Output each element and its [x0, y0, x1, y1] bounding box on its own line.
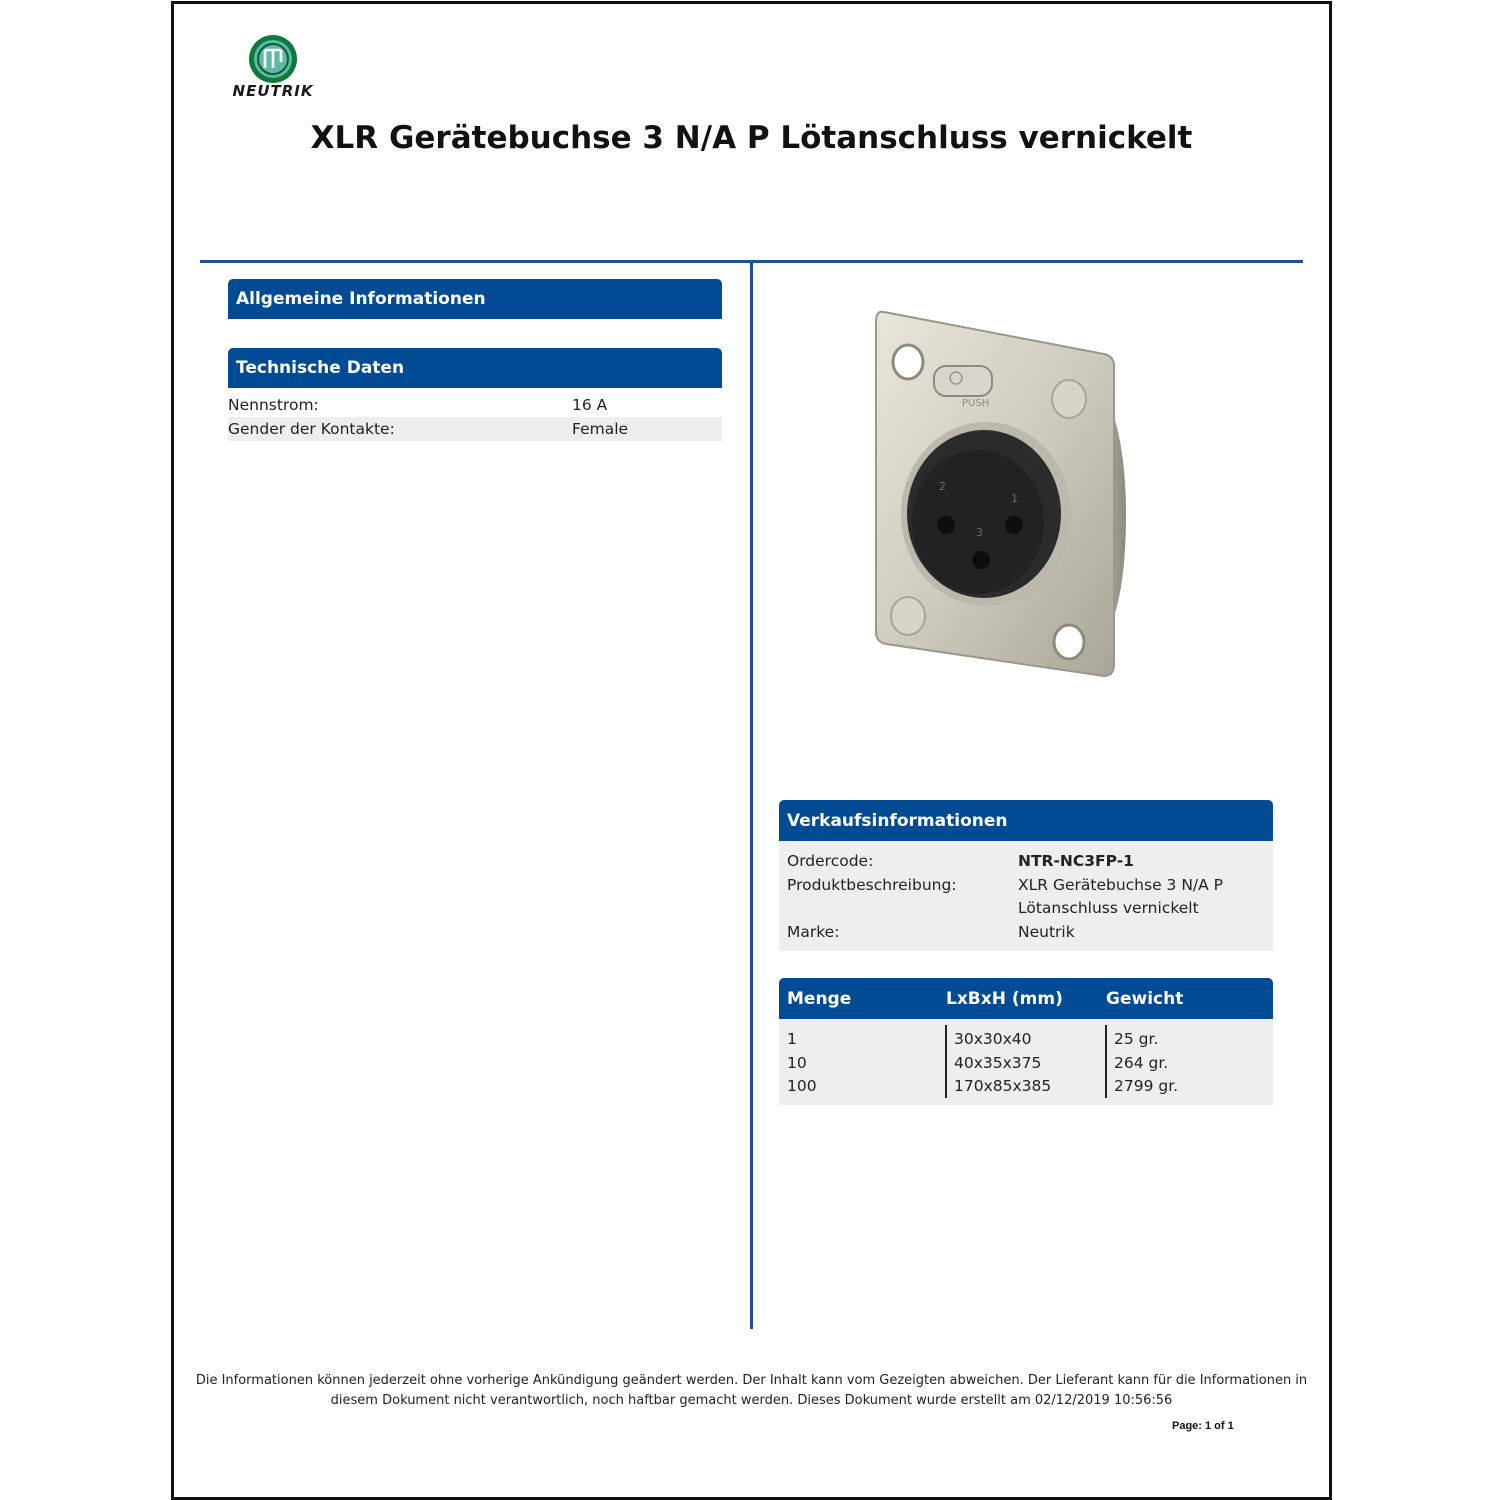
- disclaimer-line: Die Informationen können jederzeit ohne vorherige Ankündigung geändert werden. Der Inhalt kann vom Gezeigten abweichen. Der Lieferant kann für die Informationen in: [195, 1373, 1308, 1388]
- description-label: Produktbeschreibung:: [787, 876, 957, 894]
- neutrik-logo-mark: [202, 32, 352, 84]
- disclaimer: [194, 1371, 1309, 1411]
- table-cell: 25 gr.: [1114, 1030, 1159, 1048]
- table-cell: 100: [787, 1077, 817, 1095]
- disclaimer-line: diesem Dokument nicht verantwortlich, noch haftbar gemacht werden. Dieses Dokument wurde erstellt am 02/12/2019 10:56:56: [330, 1393, 1173, 1408]
- datasheet-page: [171, 1, 1332, 1500]
- column-header-dimensions: LxBxH (mm): [946, 989, 1063, 1009]
- tech-row-label: Nennstrom:: [228, 396, 319, 414]
- tech-row-label: Gender der Kontakte:: [228, 420, 395, 438]
- tech-data-header: Technische Daten: [228, 348, 722, 388]
- neutrik-logo: [202, 32, 352, 102]
- pin-label: 2: [939, 480, 946, 493]
- pin-label: 1: [1011, 492, 1018, 505]
- table-cell: 1: [787, 1030, 797, 1048]
- description-value-line: Lötanschluss vernickelt: [1018, 899, 1199, 917]
- column-header-gewicht: Gewicht: [1106, 989, 1184, 1009]
- column-header-menge: Menge: [787, 989, 852, 1009]
- pin-label: 3: [976, 526, 983, 539]
- table-cell: 170x85x385: [954, 1077, 1052, 1095]
- sales-info-header: Verkaufsinformationen: [779, 800, 1273, 841]
- description-value-line: XLR Gerätebuchse 3 N/A P: [1018, 876, 1224, 894]
- page-number: Page: 1 of 1: [1172, 1420, 1234, 1432]
- tech-row: [228, 417, 722, 441]
- column-separator: [945, 1025, 947, 1098]
- quantity-table-body: [779, 1019, 1273, 1105]
- column-separator: [1105, 1025, 1107, 1098]
- brand-value: Neutrik: [1018, 923, 1075, 941]
- product-title: XLR Gerätebuchse 3 N/A P Lötanschluss vernickelt: [310, 120, 1193, 156]
- ordercode-value: NTR-NC3FP-1: [1018, 852, 1134, 870]
- table-cell: 40x35x375: [954, 1054, 1042, 1072]
- quantity-table-header: [779, 978, 1273, 1019]
- general-info-header: Allgemeine Informationen: [228, 279, 722, 319]
- tech-row: [228, 396, 722, 418]
- table-cell: 264 gr.: [1114, 1054, 1169, 1072]
- tech-row-value: 16 A: [572, 396, 608, 414]
- table-cell: 2799 gr.: [1114, 1077, 1179, 1095]
- column-divider: [750, 263, 753, 1329]
- tech-row-value: Female: [572, 420, 629, 438]
- latch-label: PUSH: [962, 398, 990, 409]
- neutrik-wordmark: NEUTRIK: [232, 82, 314, 100]
- table-cell: 30x30x40: [954, 1030, 1032, 1048]
- table-cell: 10: [787, 1054, 807, 1072]
- product-image: [864, 304, 1134, 714]
- ordercode-label: Ordercode:: [787, 852, 874, 870]
- brand-label: Marke:: [787, 923, 840, 941]
